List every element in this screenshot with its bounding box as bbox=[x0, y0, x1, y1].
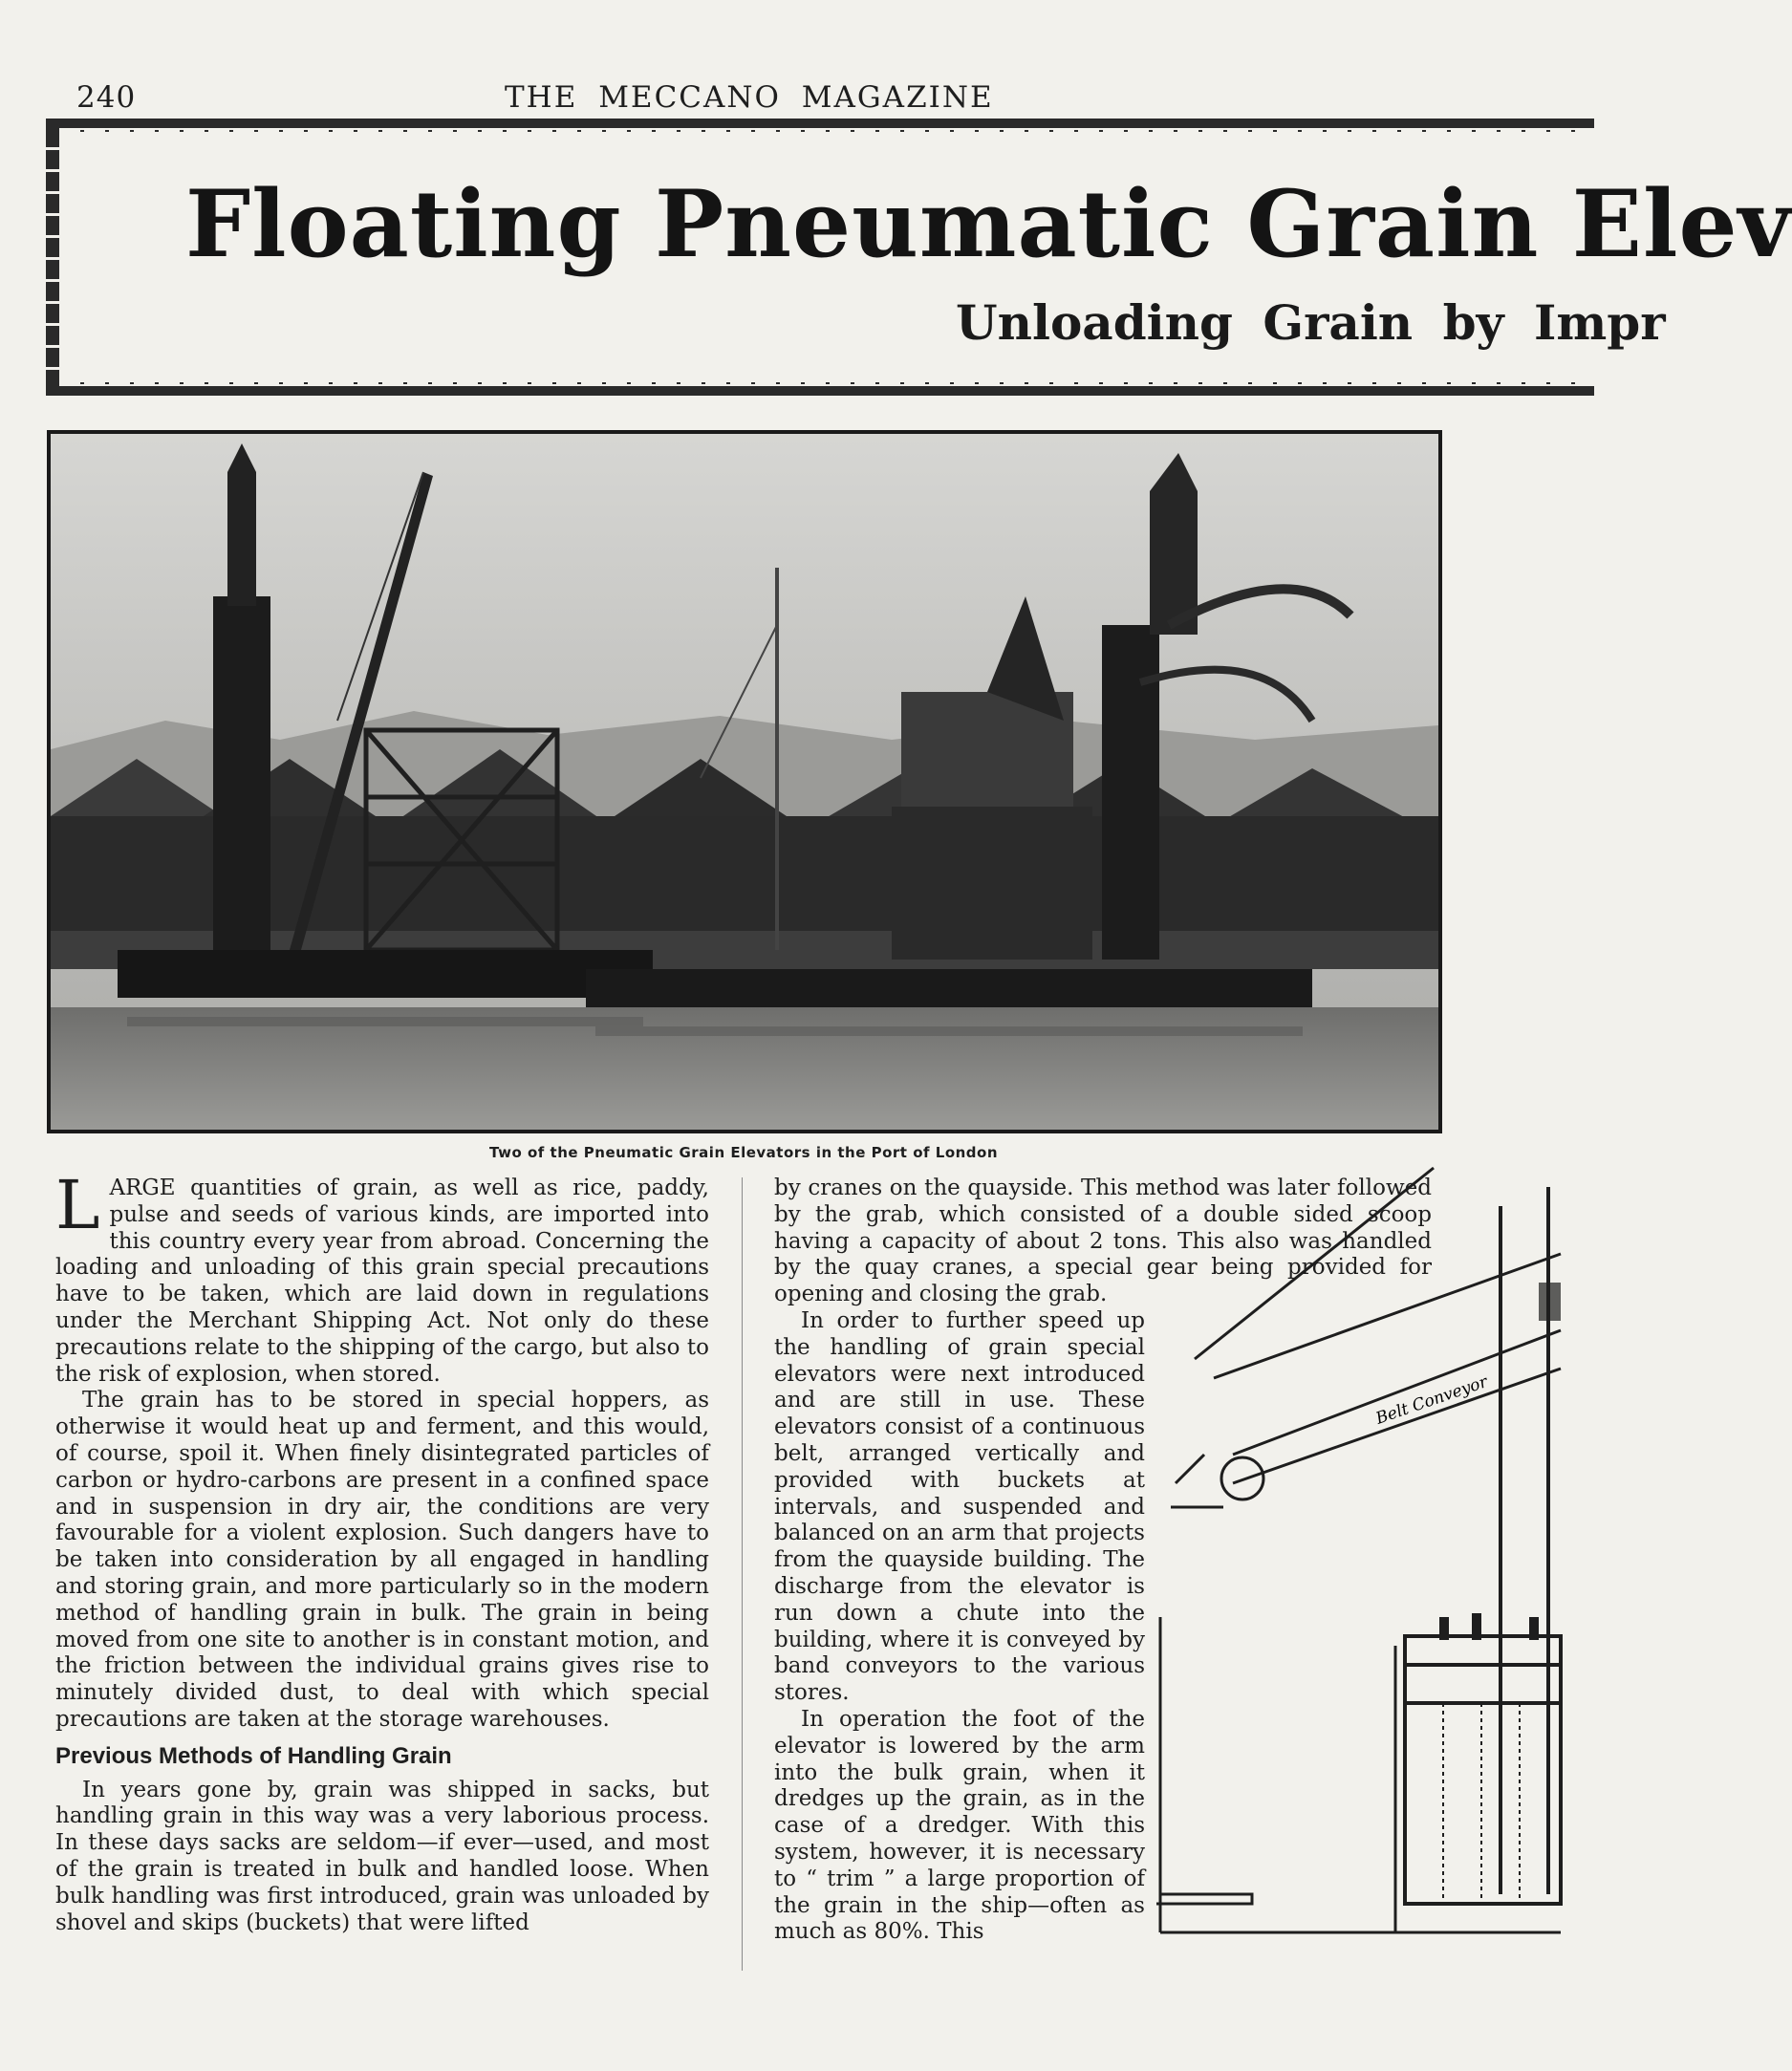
magazine-title: THE MECCANO MAGAZINE bbox=[505, 80, 994, 115]
paragraph-1: ARGE quantities of grain, as well as rice, paddy, pulse and seeds of various kinds, are imported into this country every year from abroad. Concerning the loading and unloading of this grain special precautions have to be taken, which are laid down in regulations under the Merchant Shipping Act. Not only do these precautions relate to the shipping of the cargo, but also to the risk of explosion, when stored. bbox=[55, 1176, 709, 1387]
photo-caption: Two of the Pneumatic Grain Elevators in the Port of London bbox=[489, 1144, 999, 1161]
elevator-diagram bbox=[1156, 1168, 1561, 1999]
page-number: 240 bbox=[76, 80, 137, 115]
article-subtitle: Unloading Grain by Impr bbox=[956, 294, 1666, 351]
section-heading: Previous Methods of Handling Grain bbox=[55, 1742, 452, 1769]
photo-illustration bbox=[51, 434, 1438, 1130]
drop-cap: L bbox=[55, 1166, 100, 1244]
article-title: Floating Pneumatic Grain Elev bbox=[185, 170, 1792, 278]
text-column-1 bbox=[55, 1166, 709, 1936]
banner-border-left bbox=[46, 128, 59, 386]
paragraph-3: In years gone by, grain was shipped in sacks, but handling grain in this way was a very laborious process. In these days sacks are seldom—if ever—used, and most of the grain is treated in bulk and handled loose. When bulk handling was first introduced, grain was unloaded by shovel and skips (buckets) that were lifted bbox=[55, 1777, 709, 1935]
diagram-drawing bbox=[1156, 1168, 1561, 1999]
paragraph-5: In order to further speed up the handling of grain special elevators were next introduced and are still in use. These elevators consist of a continuous belt, arranged vertically and provided with buckets at intervals, and suspended and balanced on an arm that projects from the quayside building. The discharge from the elevator is run down a chute into the building, where it is conveyed by band conveyors to the various stores. bbox=[774, 1307, 1145, 1706]
paragraph-2: The grain has to be stored in special hoppers, as otherwise it would heat up and ferment, and this would, of course, spoil it. When finely disintegrated particles of carbon or hydro-carbons are present in a confined space and in suspension in dry air, the conditions are very favourable for a violent explosion. Such dangers have to be taken into consideration by all engaged in handling and storing grain, and more particularly so in the modern method of handling grain in bulk. The grain in being moved from one site to another is in constant motion, and the friction between the individual grains gives rise to minutely divided dust, to deal with which special precautions are taken at the storage warehouses. bbox=[55, 1388, 709, 1732]
column-divider bbox=[742, 1177, 743, 1971]
paragraph-6: In operation the foot of the elevator is lowered by the arm into the bulk grain, when it dredges up the grain, as in the case of a dredger. With this system, however, it is necessary to “ trim ” a large proportion of the grain in the ship—often as much as 80%. This bbox=[774, 1706, 1145, 1945]
belt-conveyor-label: Belt Conveyor bbox=[1373, 1372, 1491, 1429]
paragraph-4: by cranes on the quayside. This method was later followed by the grab, which consisted of a double sided scoop having a capacity of about 2 tons. This also was handled by the quay cranes, a special gear being provided for opening and closing the grab. bbox=[774, 1176, 1432, 1307]
intro-paragraph-block bbox=[55, 1166, 709, 1388]
running-header bbox=[0, 73, 1561, 120]
harbour-photograph bbox=[47, 430, 1442, 1133]
